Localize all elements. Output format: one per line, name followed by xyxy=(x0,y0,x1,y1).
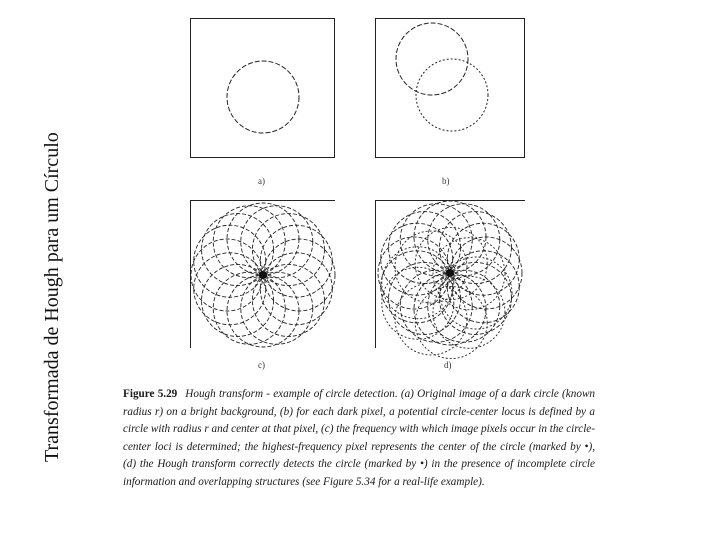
locus-circle xyxy=(213,206,285,278)
detected-center-dot xyxy=(259,271,267,279)
locus-circle xyxy=(213,272,285,344)
panel-d-label: d) xyxy=(444,360,452,370)
panel-c-accumulator xyxy=(190,200,335,348)
detected-center-dot xyxy=(446,269,454,277)
panel-a-original-circle xyxy=(190,18,335,158)
locus-circle xyxy=(400,270,472,342)
locus-circle xyxy=(400,204,472,276)
panel-b-graphic xyxy=(376,19,524,157)
locus-circle xyxy=(378,237,450,309)
panel-a-label: a) xyxy=(258,176,265,186)
panel-b-label: b) xyxy=(442,176,450,186)
overlap-locus-circle xyxy=(382,267,454,339)
figure-number: Figure 5.29 xyxy=(123,388,178,400)
panel-b-center-loci xyxy=(375,18,525,158)
panel-d-graphic xyxy=(376,201,525,348)
overlap-locus-circle xyxy=(440,257,512,329)
panel-c-graphic xyxy=(191,201,335,348)
caption-text: Hough transform - example of circle detection. (a) Original image of a dark circle (known radius r) on a bright background, (b) for each dark pixel, a potential circle-center locus is defined by a circle with radius r and center at that pixel, (c) the frequency with which image pixels occur in the circle-center loci is determined; the highest-frequency pixel represents the center of the circle (marked by •), (d) the Hough transform correctly detects the circle (marked by •) in the presence of incomplete circle information and overlapping structures (see Figure 5.34 for a real-life example). xyxy=(123,388,595,488)
panel-d-detection xyxy=(375,200,525,348)
panel-c-label: c) xyxy=(258,360,265,370)
panel-a-graphic xyxy=(191,19,334,157)
locus-circle xyxy=(191,239,263,311)
slide-title: Transformada de Hough para um Círculo xyxy=(41,132,63,462)
figure-caption xyxy=(123,386,595,491)
